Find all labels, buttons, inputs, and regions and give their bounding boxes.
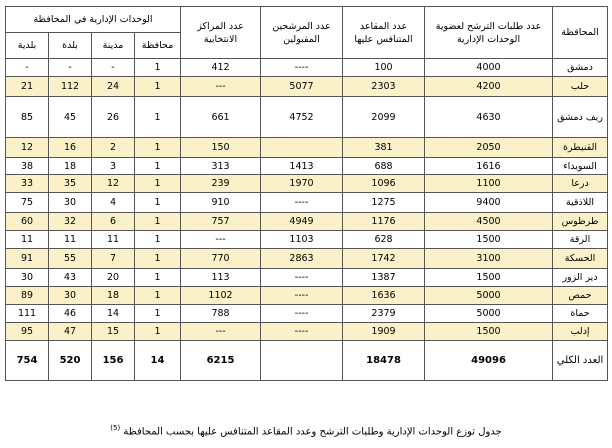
cell-governorate-name: حلب [553, 77, 608, 97]
cell-applications: 1100 [425, 175, 553, 193]
governorate-table [5, 6, 608, 381]
cell-unit-governorate: 1 [135, 323, 181, 341]
cell-centers: --- [181, 77, 261, 97]
cell-applications: 4200 [425, 77, 553, 97]
header-units-group: الوحدات الإدارية في المحافظة [6, 7, 181, 33]
cell-unit-town: 46 [49, 305, 92, 323]
cell-seats: 1636 [343, 287, 425, 305]
cell-unit-town: 112 [49, 77, 92, 97]
cell-unit-town: 43 [49, 269, 92, 287]
cell-unit-town: 11 [49, 231, 92, 249]
cell-applications: 9400 [425, 193, 553, 213]
table-row [6, 323, 608, 341]
cell-unit-city: 4 [92, 193, 135, 213]
cell-applications: 4500 [425, 213, 553, 231]
cell-centers: 313 [181, 158, 261, 175]
cell-seats: 688 [343, 158, 425, 175]
cell-unit-municipality: 33 [6, 175, 49, 193]
cell-applications: 1500 [425, 231, 553, 249]
cell-applications: 5000 [425, 305, 553, 323]
cell-centers: 113 [181, 269, 261, 287]
cell-unit-city: 2 [92, 138, 135, 158]
cell-applications: 4000 [425, 59, 553, 77]
cell-seats: 628 [343, 231, 425, 249]
cell-applications: 4630 [425, 97, 553, 138]
cell-seats: 2379 [343, 305, 425, 323]
cell-unit-governorate: 1 [135, 231, 181, 249]
cell-unit-municipality: 95 [6, 323, 49, 341]
header-unit-municipality: بلدية [6, 33, 49, 59]
cell-unit-municipality: 75 [6, 193, 49, 213]
table-row [6, 231, 608, 249]
cell-centers: 1102 [181, 287, 261, 305]
cell-unit-city: 14 [92, 305, 135, 323]
cell-unit-governorate: 1 [135, 193, 181, 213]
cell-applications: 1500 [425, 323, 553, 341]
cell-unit-town: 47 [49, 323, 92, 341]
header-centers: عدد المراكز الانتخابية [181, 7, 261, 59]
table-caption [0, 424, 612, 437]
cell-governorate-name: حمص [553, 287, 608, 305]
cell-unit-governorate: 1 [135, 97, 181, 138]
cell-unit-city: 12 [92, 175, 135, 193]
cell-centers: --- [181, 323, 261, 341]
header-applications: عدد طلبات الترشح لعضوية الوحدات الإدارية [425, 7, 553, 59]
table-row [6, 158, 608, 175]
cell-seats: 1909 [343, 323, 425, 341]
caption-text: جدول توزع الوحدات الإدارية وطلبات الترشح وعدد المقاعد المتنافس عليها بحسب المحافظة [123, 426, 502, 438]
cell-unit-town: 16 [49, 138, 92, 158]
cell-accepted: ---- [261, 59, 343, 77]
cell-unit-municipality: - [6, 59, 49, 77]
cell-applications: 1616 [425, 158, 553, 175]
cell-governorate-name: إدلب [553, 323, 608, 341]
table-row [6, 305, 608, 323]
cell-applications: 2050 [425, 138, 553, 158]
cell-unit-municipality: 60 [6, 213, 49, 231]
cell-accepted [261, 138, 343, 158]
cell-centers: 910 [181, 193, 261, 213]
cell-seats: 100 [343, 59, 425, 77]
cell-seats: 381 [343, 138, 425, 158]
total-mun: 754 [6, 341, 49, 381]
cell-seats: 1275 [343, 193, 425, 213]
cell-governorate-name: ريف دمشق [553, 97, 608, 138]
cell-seats: 1096 [343, 175, 425, 193]
cell-unit-governorate: 1 [135, 287, 181, 305]
cell-unit-municipality: 12 [6, 138, 49, 158]
cell-unit-municipality: 11 [6, 231, 49, 249]
cell-applications: 5000 [425, 287, 553, 305]
header-seats: عدد المقاعد المتنافس عليها [343, 7, 425, 59]
cell-applications: 3100 [425, 249, 553, 269]
cell-governorate-name: دمشق [553, 59, 608, 77]
cell-unit-municipality: 21 [6, 77, 49, 97]
cell-unit-town: 32 [49, 213, 92, 231]
cell-governorate-name: اللاذقية [553, 193, 608, 213]
table-body [6, 59, 608, 341]
header-governorate: المحافظة [553, 7, 608, 59]
total-row [6, 341, 608, 381]
cell-accepted: ---- [261, 269, 343, 287]
total-applications: 49096 [425, 341, 553, 381]
cell-unit-municipality: 38 [6, 158, 49, 175]
header-unit-town: بلدة [49, 33, 92, 59]
table-row [6, 59, 608, 77]
cell-unit-municipality: 111 [6, 305, 49, 323]
table-row [6, 269, 608, 287]
cell-accepted: 1103 [261, 231, 343, 249]
cell-unit-city: 11 [92, 231, 135, 249]
cell-unit-governorate: 1 [135, 59, 181, 77]
cell-governorate-name: دير الزور [553, 269, 608, 287]
cell-seats: 2099 [343, 97, 425, 138]
cell-governorate-name: السويداء [553, 158, 608, 175]
cell-centers: 150 [181, 138, 261, 158]
cell-accepted: ---- [261, 193, 343, 213]
cell-centers: 412 [181, 59, 261, 77]
cell-accepted: 1413 [261, 158, 343, 175]
table-row [6, 77, 608, 97]
cell-unit-city: - [92, 59, 135, 77]
table-row [6, 97, 608, 138]
cell-unit-municipality: 91 [6, 249, 49, 269]
cell-unit-town: - [49, 59, 92, 77]
total-label: العدد الكلي [553, 341, 608, 381]
cell-accepted: ---- [261, 323, 343, 341]
cell-unit-governorate: 1 [135, 77, 181, 97]
total-seats: 18478 [343, 341, 425, 381]
cell-seats: 1387 [343, 269, 425, 287]
cell-unit-town: 18 [49, 158, 92, 175]
table-row [6, 249, 608, 269]
cell-unit-city: 24 [92, 77, 135, 97]
cell-unit-municipality: 89 [6, 287, 49, 305]
cell-centers: 757 [181, 213, 261, 231]
cell-governorate-name: درعا [553, 175, 608, 193]
table-row [6, 193, 608, 213]
cell-unit-city: 6 [92, 213, 135, 231]
cell-centers: 239 [181, 175, 261, 193]
cell-unit-city: 7 [92, 249, 135, 269]
cell-accepted: ---- [261, 305, 343, 323]
cell-seats: 1176 [343, 213, 425, 231]
cell-accepted: 4752 [261, 97, 343, 138]
cell-unit-town: 30 [49, 287, 92, 305]
cell-centers: 661 [181, 97, 261, 138]
cell-unit-governorate: 1 [135, 138, 181, 158]
cell-accepted: 5077 [261, 77, 343, 97]
table-row [6, 138, 608, 158]
cell-unit-city: 26 [92, 97, 135, 138]
cell-seats: 1742 [343, 249, 425, 269]
cell-seats: 2303 [343, 77, 425, 97]
cell-unit-town: 45 [49, 97, 92, 138]
cell-centers: --- [181, 231, 261, 249]
cell-unit-municipality: 30 [6, 269, 49, 287]
caption-footnote: (5) [110, 424, 121, 432]
cell-unit-town: 35 [49, 175, 92, 193]
cell-unit-governorate: 1 [135, 269, 181, 287]
header-unit-governorate: محافظة [135, 33, 181, 59]
cell-unit-governorate: 1 [135, 213, 181, 231]
total-town: 520 [49, 341, 92, 381]
cell-centers: 770 [181, 249, 261, 269]
cell-centers: 788 [181, 305, 261, 323]
cell-unit-governorate: 1 [135, 305, 181, 323]
cell-applications: 1500 [425, 269, 553, 287]
cell-unit-governorate: 1 [135, 249, 181, 269]
cell-unit-city: 20 [92, 269, 135, 287]
table-row [6, 175, 608, 193]
total-accepted [261, 341, 343, 381]
cell-unit-town: 30 [49, 193, 92, 213]
cell-accepted: 1970 [261, 175, 343, 193]
cell-unit-town: 55 [49, 249, 92, 269]
header-accepted: عدد المرشحين المقبولين [261, 7, 343, 59]
cell-governorate-name: حماة [553, 305, 608, 323]
cell-unit-city: 15 [92, 323, 135, 341]
cell-governorate-name: القنيطرة [553, 138, 608, 158]
total-gov: 14 [135, 341, 181, 381]
cell-unit-governorate: 1 [135, 158, 181, 175]
cell-governorate-name: طرطوس [553, 213, 608, 231]
header-unit-city: مدينة [92, 33, 135, 59]
cell-unit-city: 3 [92, 158, 135, 175]
cell-accepted: 4949 [261, 213, 343, 231]
total-centers: 6215 [181, 341, 261, 381]
cell-unit-city: 18 [92, 287, 135, 305]
cell-accepted: 2863 [261, 249, 343, 269]
cell-unit-municipality: 85 [6, 97, 49, 138]
cell-accepted: ---- [261, 287, 343, 305]
table-row [6, 287, 608, 305]
table-row [6, 213, 608, 231]
cell-governorate-name: الرقة [553, 231, 608, 249]
total-city: 156 [92, 341, 135, 381]
cell-governorate-name: الحسكة [553, 249, 608, 269]
cell-unit-governorate: 1 [135, 175, 181, 193]
